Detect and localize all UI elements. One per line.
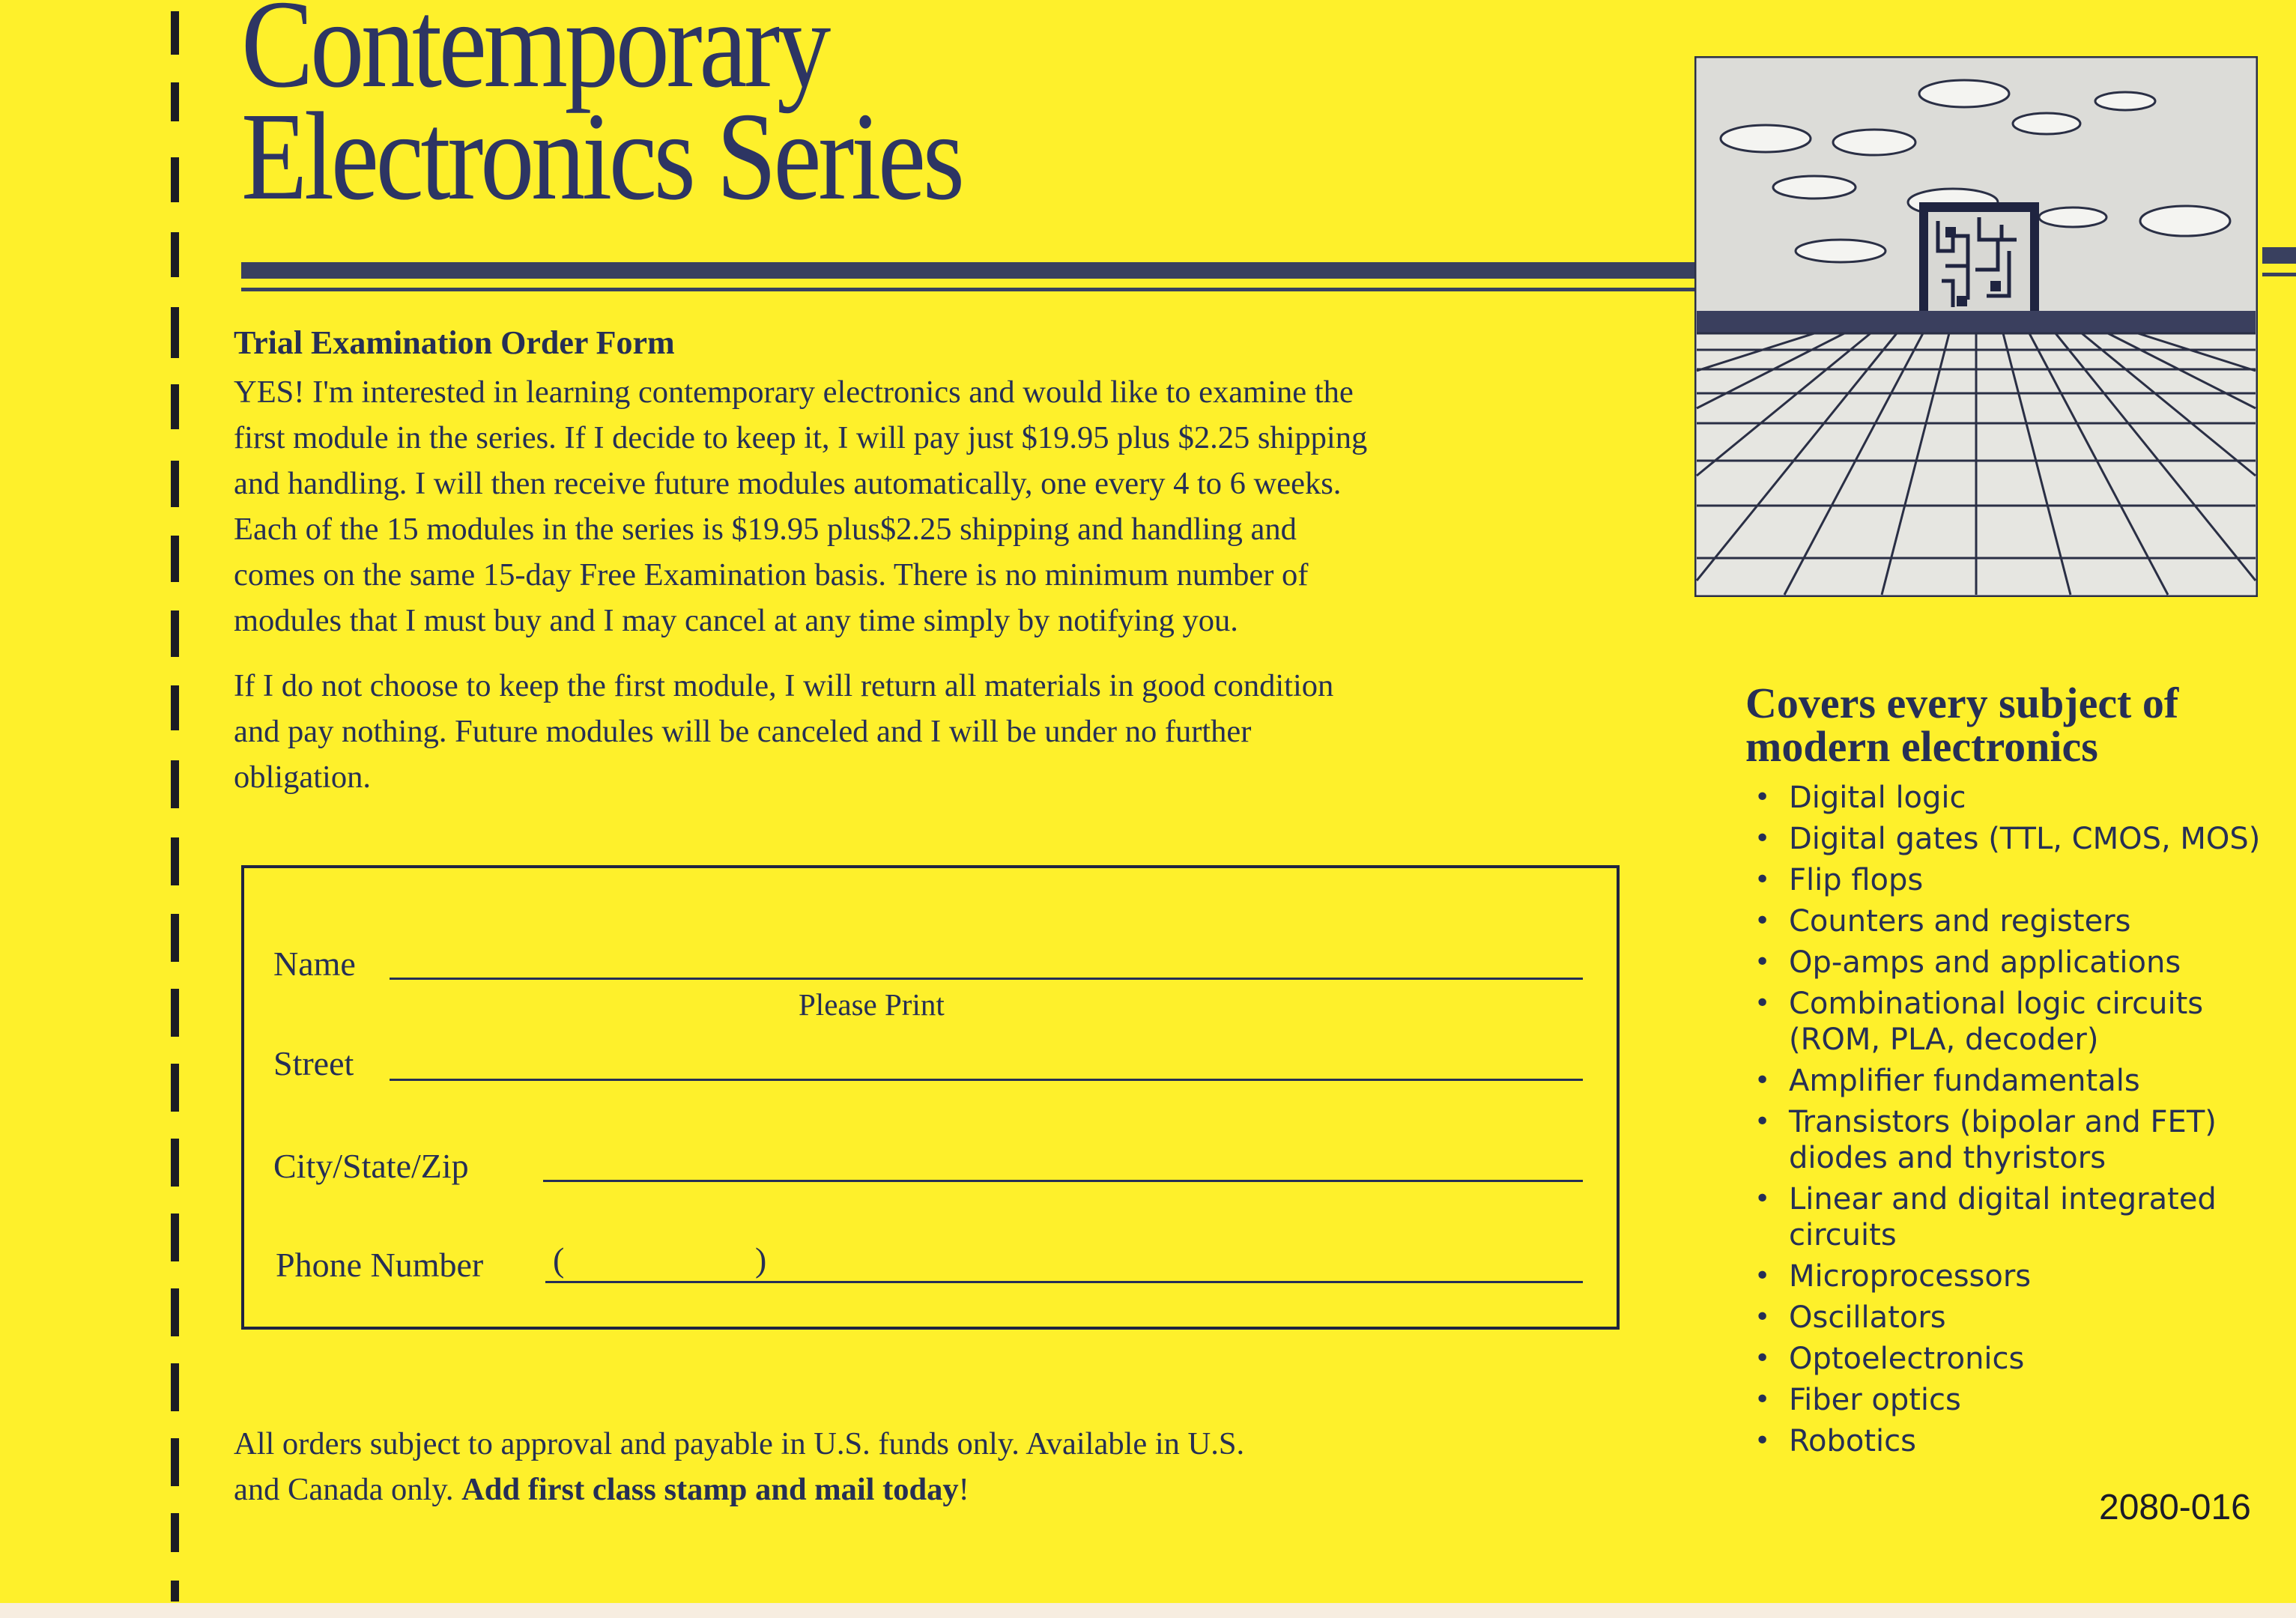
list-item <box>1745 1341 2296 1377</box>
title-line-2: Electronics Series <box>241 87 962 226</box>
perforation-dash <box>171 1288 179 1336</box>
text-line: comes on the same 15-day Free Examination basis. There is no minimum number of <box>234 557 1309 593</box>
text-line: first module in the series. If I decide to keep it, I will pay just $19.95 plus $2.25 shipping <box>234 420 1368 455</box>
list-item <box>1745 1382 2296 1418</box>
perforation-dash <box>171 384 179 429</box>
list-item-text: Oscillators <box>1789 1300 1946 1335</box>
perforation-dash <box>171 1139 179 1187</box>
subjects-heading <box>1745 679 2285 771</box>
list-item <box>1745 1063 2296 1099</box>
list-item-text: Combinational logic circuits (ROM, PLA, decoder) <box>1789 987 2204 1057</box>
perforation-dash <box>171 1438 179 1486</box>
chip-icon <box>1919 202 2039 326</box>
perforation-dash <box>171 11 179 55</box>
list-item <box>1745 1181 2296 1253</box>
list-item <box>1745 903 2296 939</box>
list-item-text: Op-amps and applications <box>1789 945 2181 980</box>
list-item-text: Counters and registers <box>1789 904 2131 939</box>
footer-line: All orders subject to approval and payable in U.S. funds only. Available in U.S. <box>234 1426 1245 1461</box>
circuit-chip-illustration <box>1694 56 2258 597</box>
phone-number-label: Phone Number <box>276 1246 484 1284</box>
perforation-dash <box>171 610 179 657</box>
perforation-dash <box>171 1581 179 1602</box>
list-item <box>1745 1423 2296 1459</box>
order-terms-footer <box>234 1421 1657 1512</box>
perforation-dash <box>171 1214 179 1261</box>
bullet-dot-icon: • <box>1754 1106 1771 1137</box>
list-item <box>1745 862 2296 898</box>
text-line: YES! I'm interested in learning contemporary electronics and would like to examine the <box>234 375 1354 410</box>
please-print-hint: Please Print <box>799 987 945 1022</box>
name-field[interactable] <box>390 978 1583 980</box>
list-item-text: Linear and digital integrated circuits <box>1789 1182 2217 1252</box>
perforation-dash <box>171 1363 179 1411</box>
list-item-text: Optoelectronics <box>1789 1342 2025 1376</box>
list-item-text: Fiber optics <box>1789 1383 1961 1417</box>
list-item <box>1745 821 2296 857</box>
list-item-text: Microprocessors <box>1789 1259 2032 1294</box>
list-item-text: Robotics <box>1789 1424 1916 1458</box>
text-line: Each of the 15 modules in the series is $19.95 plus$2.25 shipping and handling and <box>234 512 1297 547</box>
bullet-dot-icon: • <box>1754 1425 1771 1456</box>
product-code: 2080-016 <box>2099 1488 2251 1527</box>
title-rule-right-thick <box>2262 247 2296 264</box>
perforation-dash <box>171 837 179 885</box>
perforation-dash <box>171 461 179 507</box>
perforation-dash <box>171 760 179 808</box>
bullet-dot-icon: • <box>1754 823 1771 854</box>
return-policy-paragraph <box>234 663 1642 800</box>
card-bottom-edge <box>0 1603 2296 1618</box>
list-item <box>1745 986 2296 1058</box>
title-rule-thin <box>241 288 1694 291</box>
list-item <box>1745 1300 2296 1336</box>
bullet-dot-icon: • <box>1754 1065 1771 1096</box>
list-item <box>1745 1258 2296 1294</box>
bullet-dot-icon: • <box>1754 906 1771 936</box>
perforation-dash <box>171 914 179 962</box>
phone-area-open-paren: ( <box>553 1240 565 1279</box>
text-line: modules that I must buy and I may cancel at any time simply by notifying you. <box>234 603 1238 638</box>
footer-line <box>234 1467 1657 1512</box>
city-state-zip-label: City/State/Zip <box>273 1147 469 1185</box>
subjects-list <box>1745 780 2296 1464</box>
perforation-dash <box>171 1513 179 1552</box>
street-label: Street <box>273 1044 354 1082</box>
bullet-dot-icon: • <box>1754 1184 1771 1214</box>
phone-area-close-paren: ) <box>755 1240 767 1279</box>
perforation-dash <box>171 82 179 121</box>
text-line: obligation. <box>234 760 371 795</box>
bullet-dot-icon: • <box>1754 1302 1771 1333</box>
terms-paragraph <box>234 369 1642 643</box>
name-label: Name <box>273 945 356 983</box>
text-line: If I do not choose to keep the first module, I will return all materials in good condition <box>234 668 1334 703</box>
text-line: and pay nothing. Future modules will be canceled and I will be under no further <box>234 714 1252 749</box>
list-item <box>1745 945 2296 981</box>
perforation-dash <box>171 1064 179 1112</box>
perforation-dash <box>171 307 179 358</box>
city-state-zip-field[interactable] <box>543 1180 1583 1182</box>
title-rule-right-thin <box>2262 273 2296 276</box>
bullet-dot-icon: • <box>1754 947 1771 978</box>
list-item-text: Digital logic <box>1789 781 1966 815</box>
perforation-dash <box>171 536 179 582</box>
text-line: and handling. I will then receive future modules automatically, one every 4 to 6 weeks. <box>234 466 1342 501</box>
phone-number-field[interactable] <box>545 1281 1583 1283</box>
subjects-heading-line-2: modern electronics <box>1745 722 2098 771</box>
page-title <box>241 0 1336 226</box>
bullet-dot-icon: • <box>1754 782 1771 813</box>
perforation-dash <box>171 685 179 730</box>
bullet-dot-icon: • <box>1754 1261 1771 1291</box>
list-item-text: Transistors (bipolar and FET) diodes and thyristors <box>1789 1105 2217 1175</box>
mail-instruction: Add first class stamp and mail today <box>461 1472 959 1507</box>
bullet-dot-icon: • <box>1754 988 1771 1019</box>
perforation-dash <box>171 232 179 277</box>
footer-line-text: and Canada only. <box>234 1472 462 1507</box>
subjects-heading-line-1: Covers every subject of <box>1745 679 2179 727</box>
list-item <box>1745 1104 2296 1176</box>
list-item-text: Amplifier fundamentals <box>1789 1064 2140 1098</box>
title-rule-thick <box>241 262 1694 279</box>
street-field[interactable] <box>390 1079 1583 1081</box>
bullet-dot-icon: • <box>1754 864 1771 895</box>
bullet-dot-icon: • <box>1754 1384 1771 1415</box>
list-item-text: Flip flops <box>1789 863 1924 897</box>
perforation-dash <box>171 989 179 1037</box>
list-item-text: Digital gates (TTL, CMOS, MOS) <box>1789 822 2261 856</box>
list-item <box>1745 780 2296 816</box>
footer-line-end: ! <box>958 1472 969 1507</box>
perforation-dash <box>171 157 179 202</box>
bullet-dot-icon: • <box>1754 1343 1771 1374</box>
title-line-1: Contemporary <box>241 0 828 114</box>
order-form-heading: Trial Examination Order Form <box>234 324 675 361</box>
